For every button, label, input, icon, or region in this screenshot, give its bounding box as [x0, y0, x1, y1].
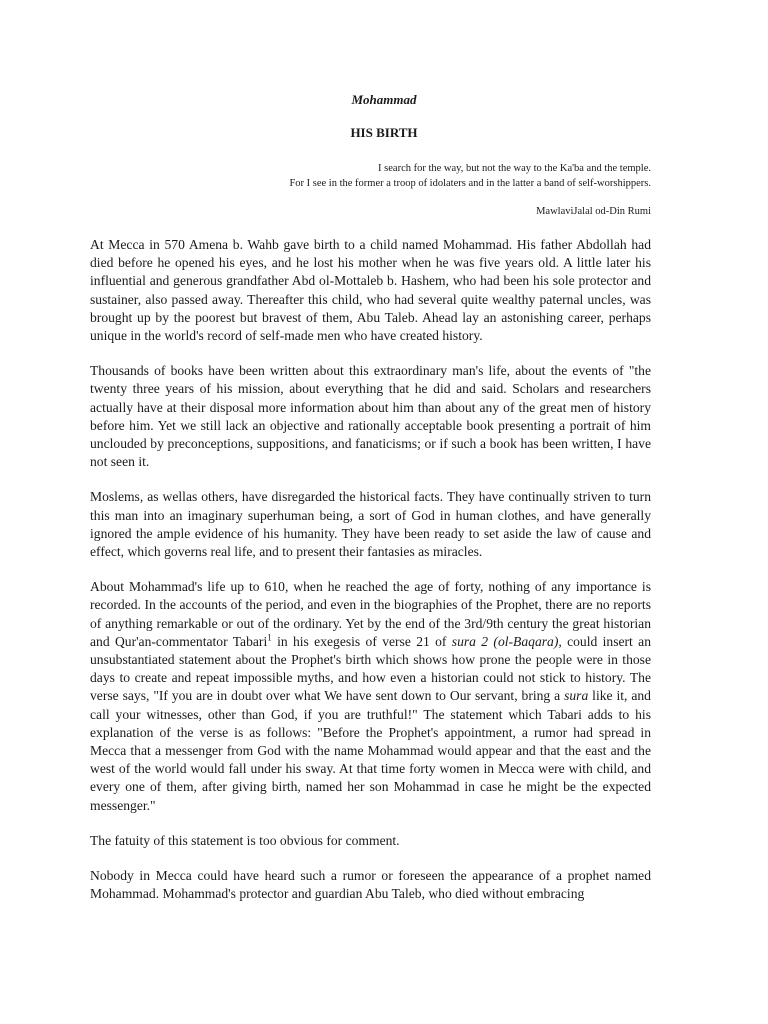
epigraph: [90, 161, 651, 191]
paragraph-2: Thousands of books have been written about this extraordinary man's life, about the events of "the twenty three years of his mission, about everything that he did and said. Scholars and researchers actually have at their disposal more information about him than about any of the great men of history before him. Yet we still lack an objective and rationally acceptable book presenting a portrait of him unclouded by preconceptions, suppositions, and fanaticisms; or if such a book has been written, I have not seen it.: [90, 363, 651, 470]
sura-reference: sura 2 (ol-Baqara),: [451, 633, 562, 649]
epigraph-attribution: MawlaviJalal od-Din Rumi: [536, 206, 651, 217]
epigraph-line: I search for the way, but not the way to the Ka'ba and the temple.: [378, 163, 651, 174]
paragraph-1: At Mecca in 570 Amena b. Wahb gave birth to a child named Mohammad. His father Abdollah had died before he opened his eyes, and he lost his mother when he was five years old. A little later his influential and generous grandfather Abd ol-Mottaleb b. Hashem, who had been his sole protector and sustainer, also passed away. Thereafter this child, who had several quite wealthy paternal uncles, was brought up by the poorest but bravest of them, Abu Taleb. Ahead lay an astonishing career, perhaps unique in the world's record of self-made men who have created history.: [90, 237, 651, 344]
paragraph-4-part-d: like it, and call your witnesses, other than God, if you are truthful!" The statement which Tabari adds to his explanation of the verse is as follows: "Before the Prophet's appointment, a rumor had spread in Mecca that a messenger from God with the name Mohammad would appear and that the east and the west of the world would fall under his sway. At that time forty women in Mecca were with child, and every one of them, after giving birth, named her son Mohammad in case he might be the expected messenger.": [90, 688, 651, 813]
paragraph-4: [90, 578, 651, 815]
footnote-marker[interactable]: 1: [267, 632, 272, 643]
sura-term: sura: [564, 688, 589, 704]
chapter-heading: HIS BIRTH: [350, 125, 418, 140]
paragraph-4-part-b: in his exegesis of verse 21 of: [271, 633, 452, 649]
document-title: Mohammad: [351, 92, 417, 107]
paragraph-4-part-c: could insert an unsubstantiated statement about the Prophet's birth which shows how prone the people were in those days to create and repeat impossible myths, and how even a historian could not stick to history. The verse says, "If you are in doubt over what We have sent down to Our servant, bring a: [90, 633, 651, 704]
body-text: [90, 236, 651, 921]
paragraph-5: The fatuity of this statement is too obvious for comment.: [90, 832, 400, 848]
epigraph-line: For I see in the former a troop of idolaters and in the latter a band of self-worshippers.: [289, 178, 651, 189]
paragraph-3: Moslems, as wellas others, have disregarded the historical facts. They have continually striven to turn this man into an imaginary superhuman being, a sort of God in human clothes, and have generally ignored the ample evidence of his humanity. They have been ready to set aside the law of cause and effect, which governs real life, and to present their fantasies as miracles.: [90, 489, 651, 560]
paragraph-4-part-a: About Mohammad's life up to 610, when he reached the age of forty, nothing of any importance is recorded. In the accounts of the period, and even in the biographies of the Prophet, there are no reports of anything remarkable or out of the ordinary. Yet by the end of the 3rd/9th century the great historian and Qur'an-commentator Tabari: [90, 579, 651, 649]
paragraph-6: Nobody in Mecca could have heard such a rumor or foreseen the appearance of a prophet named Mohammad. Mohammad's protector and guardian Abu Taleb, who died without embracing: [90, 868, 651, 902]
